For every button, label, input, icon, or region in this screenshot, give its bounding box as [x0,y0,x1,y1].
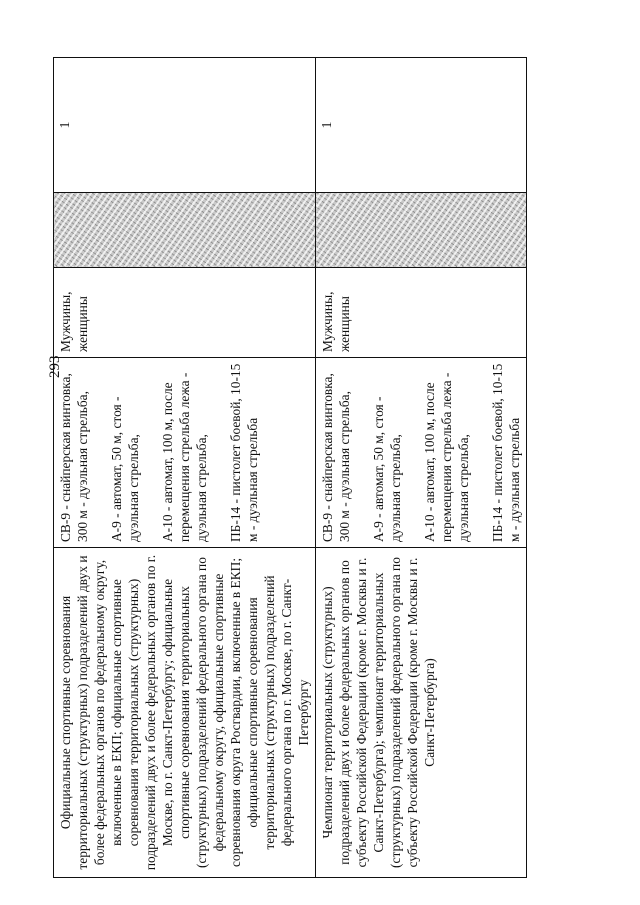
norms-table [53,57,527,878]
competition-cell: Официальные спортивные соревнования территориальных (структурных) подразделений двух и более федеральных органов по федеральному округу, включенные в ЕКП; официальные спортивные соревнования территориальных (структурных) подразделений двух и более федеральных органов по г. Москве, по г. Санкт-Петербургу; официальные спортивные соревнования территориальных (структурных) подразделений федерального органа по федеральному округу, официальные спортивные соревнования округа Росгвардии, включенные в ЕКП; официальные спортивные соревнования территориальных (структурных) подразделений федерального органа по г. Москве, по г. Санкт-Петербургу [54,548,316,878]
discipline-item: А-9 - автомат, 50 м, стоя - дуэльная стрельба, [371,396,403,542]
discipline-item: А-9 - автомат, 50 м, стоя - дуэльная стрельба, [109,396,141,542]
discipline-item: А-10 - автомат, 100 м, после перемещения стрельба лежа - дуэльная стрельба, [422,372,471,542]
disciplines-cell [54,358,316,548]
discipline-item: СВ-9 - снайперская винтовка, 300 м - дуэльная стрельба, [58,373,90,542]
discipline-item: ПБ-14 - пистолет боевой, 10-15 м - дуэльная стрельба [228,363,260,542]
sex-cell: Мужчины, женщины [54,268,316,358]
place-cell: 1 [316,58,527,193]
table-row [316,58,527,878]
hatched-cell [316,193,527,268]
page-number: 293 [47,355,63,378]
discipline-item: ПБ-14 - пистолет боевой, 10-15 м - дуэльная стрельба [490,363,522,542]
discipline-item: А-10 - автомат, 100 м, после перемещения стрельба лежа - дуэльная стрельба, [160,372,209,542]
rotated-page [47,58,522,878]
table-row [54,58,316,878]
hatched-cell [54,193,316,268]
disciplines-cell [316,358,527,548]
discipline-item: СВ-9 - снайперская винтовка, 300 м - дуэльная стрельба, [320,373,352,542]
sex-cell: Мужчины, женщины [316,268,527,358]
competition-cell: Чемпионат территориальных (структурных) подразделений двух и более федеральных органов по субъекту Российской Федерации (кроме г. Москвы и г. Санкт-Петербурга); чемпионат территориальных (структурных) подразделений федерального органа по субъекту Российской Федерации (кроме г. Москвы и г. Санкт-Петербурга) [316,548,527,878]
place-cell: 1 [54,58,316,193]
